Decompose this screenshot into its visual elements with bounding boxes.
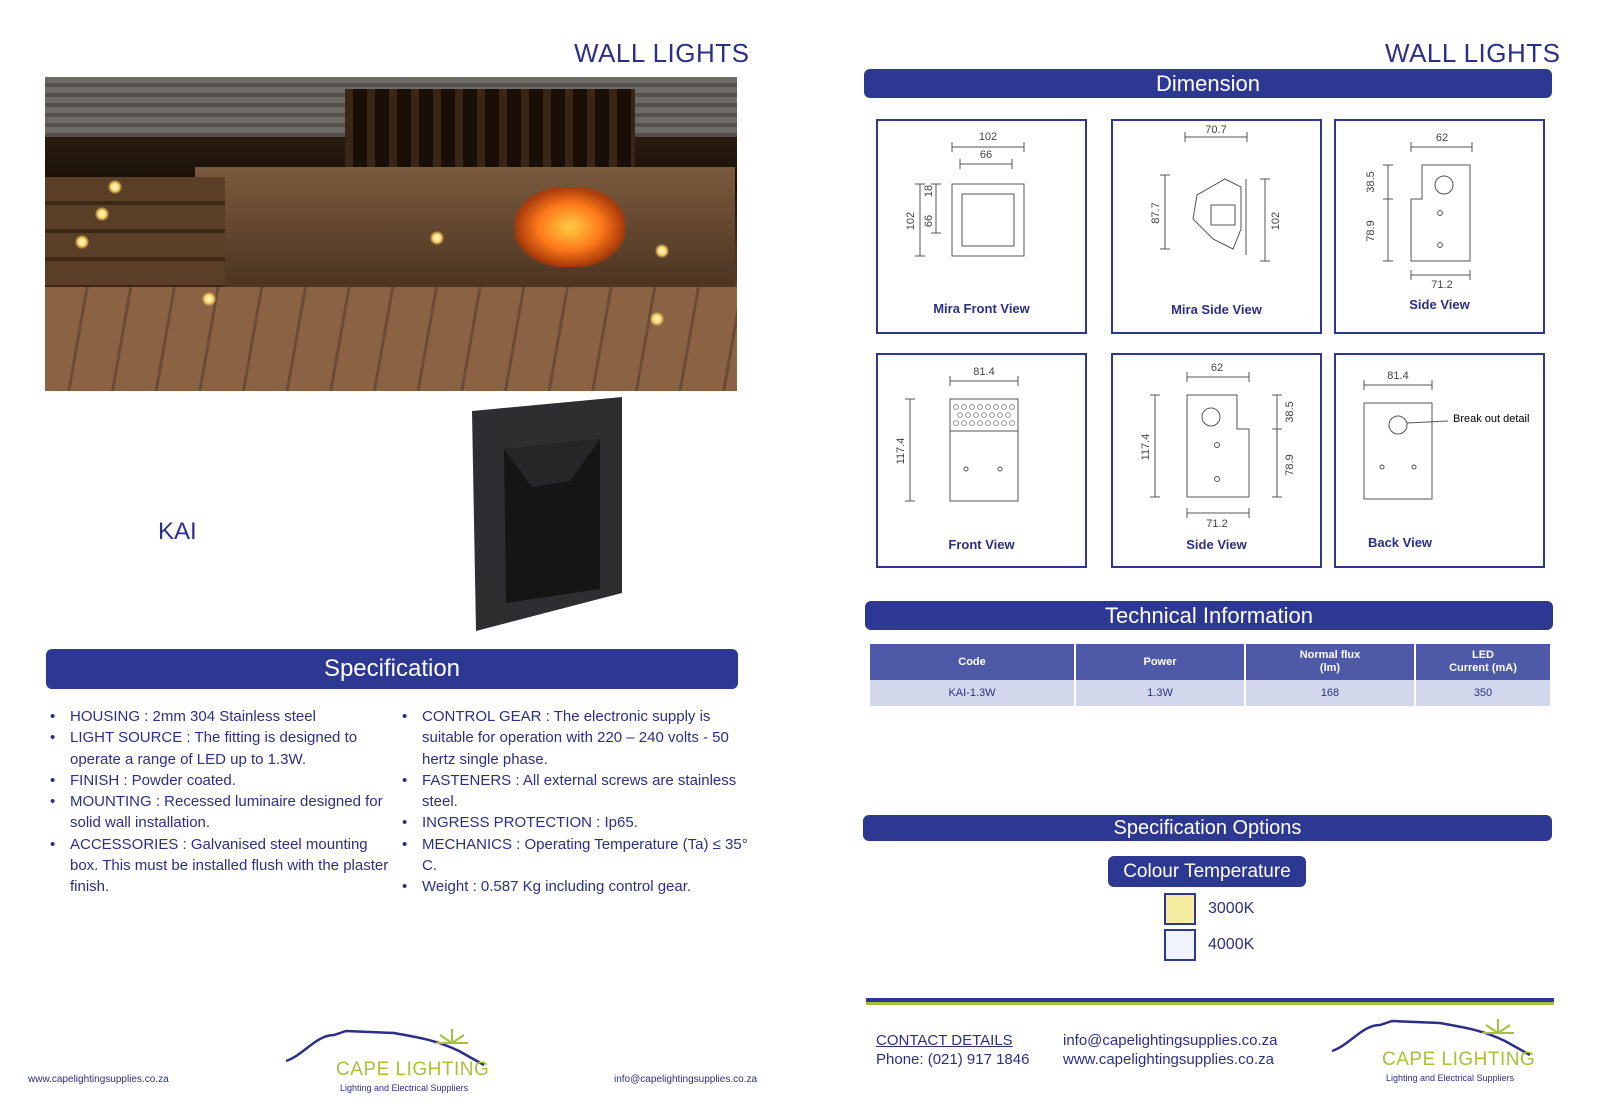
mira-front-dim-width: 102 bbox=[978, 131, 998, 143]
spec-weight: • Weight : 0.587 Kg including control gear. bbox=[398, 876, 750, 897]
side2-dim-lower: 78.9 bbox=[1284, 454, 1296, 476]
col-normal-flux: Normal flux (lm) bbox=[1245, 644, 1415, 680]
back-view-label: Back View bbox=[1367, 535, 1433, 550]
contact-phone[interactable]: Phone: (021) 917 1846 bbox=[876, 1051, 1030, 1068]
mira-side-dim-depth: 87.7 bbox=[1150, 202, 1162, 224]
swatch-4000k[interactable] bbox=[1164, 929, 1196, 961]
back-dim-width: 81.4 bbox=[1387, 370, 1409, 382]
left-page-title: WALL LIGHTS bbox=[574, 38, 750, 68]
spec-ingress: • INGRESS PROTECTION : Ip65. bbox=[398, 812, 750, 833]
front-view-panel bbox=[876, 353, 1087, 568]
product-image bbox=[472, 397, 622, 631]
back-view-panel bbox=[1334, 353, 1545, 568]
left-footer-website[interactable]: www.capelightingsupplies.co.za bbox=[28, 1074, 169, 1085]
colour-temperature-header: Colour Temperature bbox=[1108, 856, 1306, 887]
side2-dim-top: 38.5 bbox=[1284, 401, 1296, 423]
mira-front-dim-inner: 66 bbox=[979, 149, 993, 161]
technical-table bbox=[870, 644, 1550, 706]
mira-front-view-panel bbox=[876, 119, 1087, 334]
mira-side-dim-width: 70.7 bbox=[1205, 124, 1227, 136]
mira-front-dim-height: 102 bbox=[905, 211, 917, 231]
left-logo-tagline: Lighting and Electrical Suppliers bbox=[340, 1083, 469, 1093]
right-logo-name: CAPE LIGHTING bbox=[1382, 1049, 1536, 1070]
front-dim-width: 81.4 bbox=[973, 366, 995, 378]
mira-front-dim-inner-h: 66 bbox=[923, 214, 935, 228]
side2-dim-width: 62 bbox=[1210, 362, 1224, 374]
spec-fasteners: • FASTENERS : All external screws are stainless steel. bbox=[398, 770, 750, 813]
side1-dim-width: 62 bbox=[1435, 132, 1449, 144]
label-4000k: 4000K bbox=[1208, 936, 1255, 953]
spec-control-gear: • CONTROL GEAR : The electronic supply is suitable for operation with 220 – 240 volts - 50 hertz single phase. bbox=[398, 706, 750, 770]
mira-side-dim-height: 102 bbox=[1270, 211, 1282, 231]
right-page-title: WALL LIGHTS bbox=[1385, 38, 1561, 68]
product-installation-photo bbox=[45, 77, 737, 391]
mira-side-view-drawing bbox=[1113, 121, 1319, 301]
front-view-label: Front View bbox=[948, 537, 1015, 552]
contact-email[interactable]: info@capelightingsupplies.co.za bbox=[1063, 1032, 1278, 1049]
mira-side-view-panel bbox=[1111, 119, 1322, 334]
right-logo bbox=[1330, 1015, 1540, 1087]
specification-options-header: Specification Options bbox=[863, 815, 1552, 841]
side-view-1-label: Side View bbox=[1409, 297, 1470, 312]
mira-front-dim-offset: 18 bbox=[923, 184, 935, 198]
front-view-drawing bbox=[878, 355, 1084, 535]
mira-front-view-drawing bbox=[878, 121, 1084, 301]
left-logo-name: CAPE LIGHTING bbox=[336, 1059, 490, 1080]
footer-divider-green bbox=[866, 1002, 1554, 1005]
mira-front-view-label: Mira Front View bbox=[933, 301, 1030, 316]
col-power: Power bbox=[1075, 644, 1245, 680]
break-out-detail-note: Break out detail bbox=[1453, 413, 1530, 425]
label-3000k: 3000K bbox=[1208, 900, 1255, 917]
table-header-row bbox=[870, 644, 1550, 680]
side1-dim-bottom: 71.2 bbox=[1431, 279, 1453, 291]
side1-dim-top: 38.5 bbox=[1365, 171, 1377, 193]
col-led-current: LED Current (mA) bbox=[1415, 644, 1550, 680]
side-view-2-drawing bbox=[1113, 355, 1319, 535]
contact-details-title: CONTACT DETAILS bbox=[876, 1032, 1013, 1049]
spec-accessories: • ACCESSORIES : Galvanised steel mounting box. This must be installed flush with the plaster finish. bbox=[46, 834, 396, 898]
spec-list-col2 bbox=[398, 706, 750, 898]
mira-side-view-label: Mira Side View bbox=[1171, 302, 1262, 317]
cell-flux: 168 bbox=[1245, 680, 1415, 706]
specification-header: Specification bbox=[46, 649, 738, 689]
side-view-panel-2 bbox=[1111, 353, 1322, 568]
spec-housing: • HOUSING : 2mm 304 Stainless steel bbox=[46, 706, 396, 727]
col-code: Code bbox=[870, 644, 1075, 680]
spec-mechanics: • MECHANICS : Operating Temperature (Ta) ≤ 35° C. bbox=[398, 834, 750, 877]
left-footer-email[interactable]: info@capelightingsupplies.co.za bbox=[614, 1074, 758, 1085]
left-logo bbox=[284, 1025, 494, 1097]
front-dim-height: 117.4 bbox=[895, 437, 907, 465]
cell-power: 1.3W bbox=[1075, 680, 1245, 706]
cell-code: KAI-1.3W bbox=[870, 680, 1075, 706]
technical-info-header: Technical Information bbox=[865, 601, 1553, 630]
spec-light-source: • LIGHT SOURCE : The fitting is designed to operate a range of LED up to 1.3W. bbox=[46, 727, 396, 770]
side2-dim-height: 117.4 bbox=[1140, 433, 1152, 461]
table-row bbox=[870, 680, 1550, 706]
side-view-panel-1 bbox=[1334, 119, 1545, 334]
dimension-header: Dimension bbox=[864, 69, 1552, 98]
right-logo-tagline: Lighting and Electrical Suppliers bbox=[1386, 1073, 1515, 1083]
contact-website[interactable]: www.capelightingsupplies.co.za bbox=[1063, 1051, 1274, 1068]
spec-finish: • FINISH : Powder coated. bbox=[46, 770, 396, 791]
side-view-1-drawing bbox=[1336, 121, 1542, 301]
side2-dim-bottom: 71.2 bbox=[1206, 518, 1228, 530]
swatch-3000k[interactable] bbox=[1164, 893, 1196, 925]
back-view-drawing bbox=[1336, 355, 1542, 535]
product-name: KAI bbox=[158, 518, 197, 545]
spec-list-col1 bbox=[46, 706, 396, 898]
cell-current: 350 bbox=[1415, 680, 1550, 706]
spec-mounting: • MOUNTING : Recessed luminaire designed for solid wall installation. bbox=[46, 791, 396, 834]
side1-dim-lower: 78.9 bbox=[1365, 220, 1377, 242]
side-view-2-label: Side View bbox=[1186, 537, 1247, 552]
